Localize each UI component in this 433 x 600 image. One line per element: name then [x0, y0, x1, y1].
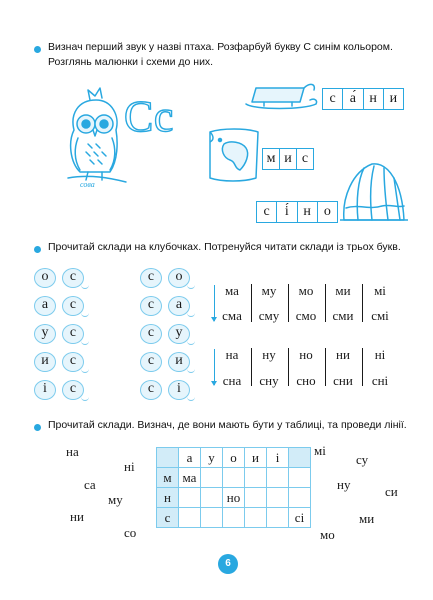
free-syllable-ni[interactable]: ні [124, 459, 135, 474]
ball: с [140, 380, 162, 400]
hay-letter-4: о [323, 204, 331, 219]
divider [251, 348, 252, 386]
row-consonant-m: м [157, 468, 179, 488]
ball: у [34, 324, 56, 344]
ball: а [168, 296, 190, 316]
map-illustration [206, 124, 262, 186]
ball: с [62, 352, 84, 372]
syllable-smu: сму [258, 308, 280, 323]
free-syllable-so[interactable]: со [124, 525, 137, 540]
divider [251, 284, 252, 322]
divider [325, 284, 326, 322]
syllable-sno: сно [296, 373, 316, 388]
divider [288, 284, 289, 322]
ball: с [140, 352, 162, 372]
syllable-na: на [225, 347, 239, 362]
header-vowel-y: и [245, 448, 267, 468]
divider [362, 284, 363, 322]
task-3-instruction: Прочитай склади. Визнач, де вони мають бути у таблиці, та проведи лінії. [48, 419, 407, 431]
sled-illustration [244, 78, 320, 112]
free-syllable-mu[interactable]: му [108, 492, 123, 507]
syllable-sny: сни [333, 373, 353, 388]
table-cell-ma[interactable]: ма [179, 468, 201, 488]
ball: с [140, 324, 162, 344]
syllable-table [156, 447, 311, 528]
syllable-smi: смі [371, 308, 389, 323]
map-letter-3: с [301, 151, 309, 166]
syllable-smo: смо [295, 308, 317, 323]
table-corner-cell [157, 448, 179, 468]
ball: с [62, 296, 84, 316]
ball: у [168, 324, 190, 344]
header-vowel-i: і [267, 448, 289, 468]
row-consonant-s: с [157, 508, 179, 528]
table-cell[interactable] [267, 508, 289, 528]
free-syllable-ny[interactable]: ни [70, 509, 84, 524]
ball: с [62, 268, 84, 288]
ball: і [168, 380, 190, 400]
table-cell[interactable] [245, 488, 267, 508]
word-scheme-sled [322, 88, 404, 110]
syllable-sni: сні [371, 373, 389, 388]
big-letters-ss[interactable]: Сс [124, 92, 174, 141]
syllable-mu: му [261, 283, 277, 298]
sled-letter-4: и [389, 91, 398, 106]
table-cell[interactable] [267, 468, 289, 488]
header-vowel-a: а [179, 448, 201, 468]
syllable-mo: мо [298, 283, 314, 298]
table-cell-si[interactable]: сі [289, 508, 311, 528]
header-vowel-u: у [201, 448, 223, 468]
ball: с [140, 268, 162, 288]
bullet-1 [34, 46, 41, 53]
divider [362, 348, 363, 386]
ball: с [62, 380, 84, 400]
free-syllable-mo[interactable]: мо [320, 527, 335, 542]
bullet-2 [34, 246, 41, 253]
divider [288, 348, 289, 386]
syllable-ny: ни [336, 347, 350, 362]
map-letter-1: м [263, 149, 280, 169]
word-scheme-hay [256, 201, 338, 223]
map-letter-2: и [280, 149, 297, 169]
header-vowel-o: о [223, 448, 245, 468]
table-cell[interactable] [201, 468, 223, 488]
ball: а [34, 296, 56, 316]
syllable-sna: сна [222, 373, 242, 388]
ball: о [34, 268, 56, 288]
free-syllable-mi[interactable]: мі [314, 443, 326, 458]
free-syllable-sa[interactable]: са [84, 477, 96, 492]
owl-caption: сова [80, 180, 95, 189]
ball: о [168, 268, 190, 288]
page-number-badge [218, 554, 238, 574]
sled-letter-2: а́ [343, 89, 363, 109]
divider [325, 348, 326, 386]
table-cell[interactable] [223, 508, 245, 528]
page-number: 6 [225, 558, 231, 569]
syllable-sma: сма [222, 308, 242, 323]
hay-letter-2: і́ [277, 202, 297, 222]
table-cell[interactable] [179, 508, 201, 528]
table-cell[interactable] [179, 488, 201, 508]
free-syllable-my[interactable]: ми [359, 511, 375, 526]
table-cell[interactable] [267, 488, 289, 508]
ball: і [34, 380, 56, 400]
ball: и [168, 352, 190, 372]
syllable-ma: ма [225, 283, 239, 298]
free-syllable-na[interactable]: на [66, 444, 79, 459]
syllable-snu: сну [259, 373, 279, 388]
table-cell[interactable] [289, 488, 311, 508]
table-cell[interactable] [245, 468, 267, 488]
table-cell[interactable] [201, 488, 223, 508]
task-1-instruction-line2: Розглянь малюнки і схеми до них. [48, 56, 214, 68]
syllable-my: ми [335, 283, 351, 298]
syllable-smy: сми [332, 308, 354, 323]
table-cell-no[interactable]: но [223, 488, 245, 508]
free-syllable-nu[interactable]: ну [337, 477, 351, 492]
hay-letter-3: н [298, 202, 318, 222]
word-scheme-map [262, 148, 314, 170]
sled-letter-1: с [323, 89, 343, 109]
row-consonant-n: н [157, 488, 179, 508]
free-syllable-su[interactable]: су [356, 452, 369, 467]
free-syllable-sy[interactable]: си [385, 484, 398, 499]
ball: с [140, 296, 162, 316]
task-1-instruction-line1: Визнач перший звук у назві птаха. Розфарбуй букву С синім кольором. [48, 41, 393, 53]
table-cell[interactable] [223, 468, 245, 488]
syllable-mi: мі [374, 283, 386, 298]
table-cell[interactable] [201, 508, 223, 528]
bullet-3 [34, 424, 41, 431]
table-cell [289, 448, 311, 468]
table-cell[interactable] [245, 508, 267, 528]
sled-letter-3: н [364, 89, 384, 109]
syllable-no: но [299, 347, 313, 362]
owl-illustration [60, 86, 132, 198]
table-cell[interactable] [289, 468, 311, 488]
syllable-nu: ну [262, 347, 276, 362]
task-2-instruction: Прочитай склади на клубочках. Потренуйся читати склади із трьох букв. [48, 241, 401, 253]
ball: и [34, 352, 56, 372]
haystack-illustration [340, 158, 408, 224]
ball: с [62, 324, 84, 344]
hay-letter-1: с [257, 202, 277, 222]
syllable-ni: ні [374, 347, 386, 362]
